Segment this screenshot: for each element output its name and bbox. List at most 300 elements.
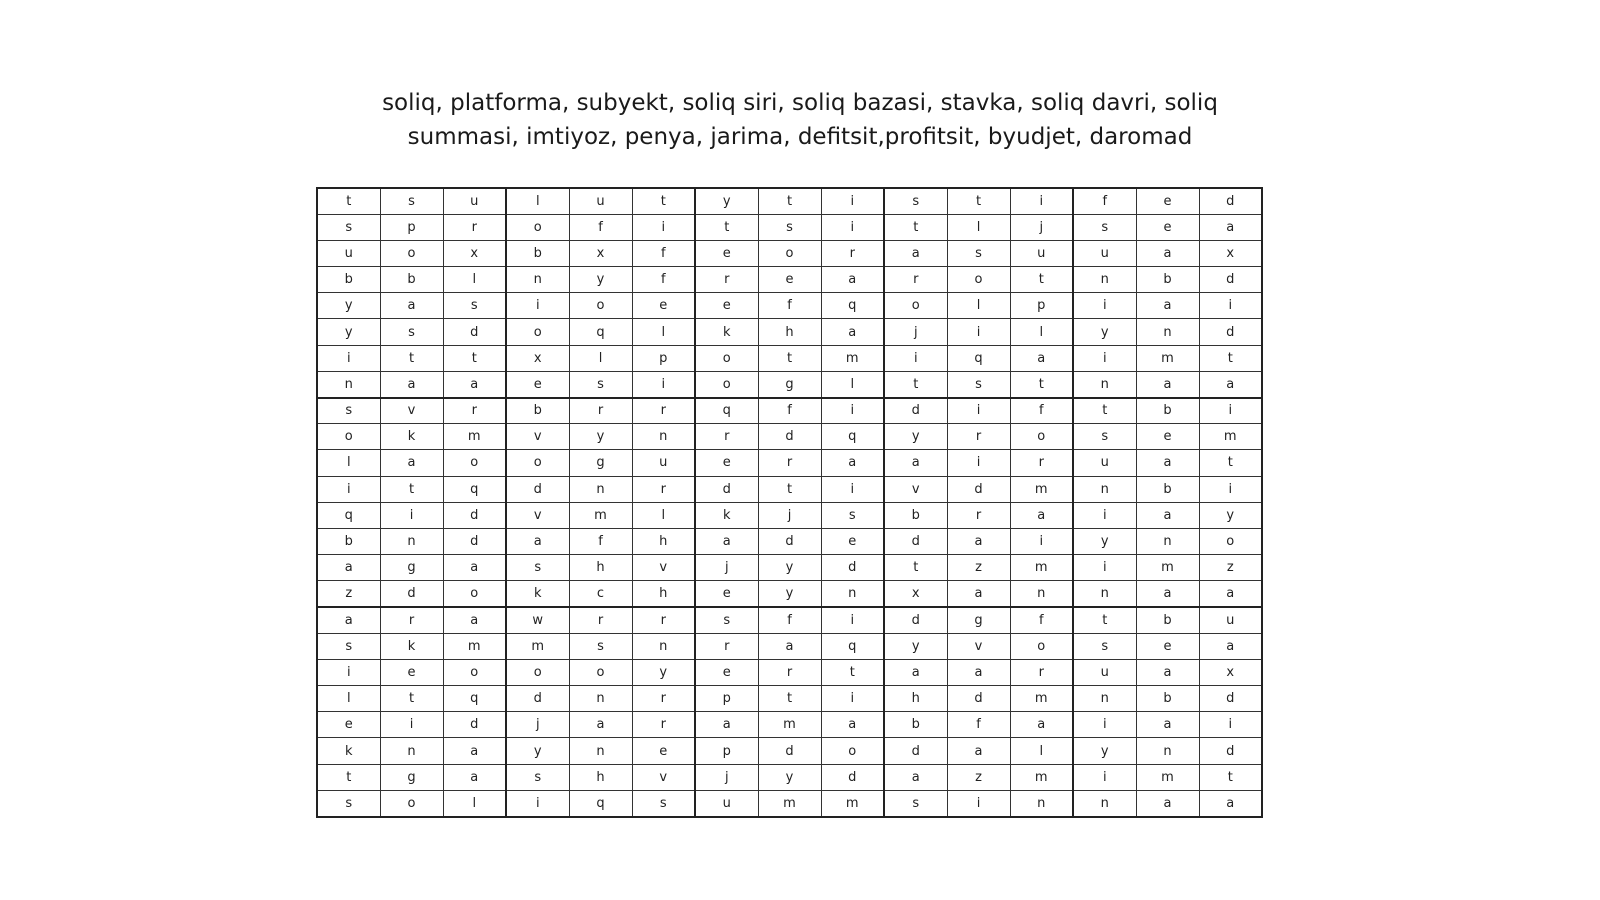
grid-cell: n [1073, 371, 1136, 397]
grid-cell: i [1010, 528, 1073, 554]
grid-cell: b [1136, 686, 1199, 712]
grid-cell: o [695, 345, 758, 371]
grid-row [317, 371, 1262, 397]
grid-cell: f [1073, 188, 1136, 214]
grid-cell: i [821, 607, 884, 633]
grid-cell: y [569, 267, 632, 293]
grid-row [317, 188, 1262, 214]
grid-cell: s [317, 398, 380, 424]
grid-cell: b [506, 398, 569, 424]
grid-cell: a [317, 607, 380, 633]
grid-cell: a [947, 581, 1010, 607]
grid-cell: x [884, 581, 947, 607]
grid-cell: l [506, 188, 569, 214]
grid-cell: i [1199, 712, 1262, 738]
grid-cell: a [380, 293, 443, 319]
grid-cell: y [758, 555, 821, 581]
grid-cell: a [947, 738, 1010, 764]
grid-cell: f [1010, 607, 1073, 633]
grid-cell: a [1199, 790, 1262, 816]
grid-row [317, 712, 1262, 738]
grid-cell: t [758, 686, 821, 712]
grid-cell: t [317, 188, 380, 214]
grid-cell: z [947, 555, 1010, 581]
grid-cell: j [695, 764, 758, 790]
grid-cell: t [317, 764, 380, 790]
grid-cell: i [1073, 764, 1136, 790]
grid-cell: n [1136, 319, 1199, 345]
grid-cell: u [1199, 607, 1262, 633]
grid-cell: d [443, 528, 506, 554]
grid-cell: s [443, 293, 506, 319]
grid-cell: e [632, 293, 695, 319]
grid-cell: i [821, 214, 884, 240]
grid-row [317, 424, 1262, 450]
grid-cell: e [1136, 188, 1199, 214]
grid-cell: a [443, 555, 506, 581]
grid-cell: q [821, 633, 884, 659]
grid-cell: n [380, 528, 443, 554]
grid-cell: s [821, 502, 884, 528]
grid-cell: a [443, 371, 506, 397]
grid-row [317, 581, 1262, 607]
grid-cell: a [1136, 371, 1199, 397]
grid-cell: o [947, 267, 1010, 293]
grid-cell: l [443, 790, 506, 816]
grid-cell: v [632, 555, 695, 581]
grid-cell: n [632, 424, 695, 450]
grid-cell: i [821, 398, 884, 424]
grid-cell: h [758, 319, 821, 345]
grid-cell: b [884, 502, 947, 528]
grid-cell: i [1199, 293, 1262, 319]
grid-cell: n [821, 581, 884, 607]
grid-cell: m [1136, 764, 1199, 790]
grid-cell: d [947, 686, 1010, 712]
grid-cell: u [1073, 450, 1136, 476]
grid-cell: b [1136, 476, 1199, 502]
grid-cell: o [506, 319, 569, 345]
grid-cell: s [884, 790, 947, 816]
grid-cell: m [758, 790, 821, 816]
grid-cell: a [569, 712, 632, 738]
grid-cell: k [695, 502, 758, 528]
grid-cell: y [1199, 502, 1262, 528]
grid-cell: o [758, 240, 821, 266]
grid-cell: d [758, 424, 821, 450]
grid-cell: q [569, 319, 632, 345]
grid-row [317, 686, 1262, 712]
grid-cell: l [1010, 319, 1073, 345]
grid-cell: r [947, 424, 1010, 450]
grid-cell: s [506, 764, 569, 790]
grid-cell: x [1199, 659, 1262, 685]
grid-cell: r [758, 450, 821, 476]
grid-cell: m [821, 345, 884, 371]
grid-row [317, 659, 1262, 685]
grid-cell: e [695, 581, 758, 607]
grid-cell: m [1136, 555, 1199, 581]
grid-cell: e [695, 659, 758, 685]
grid-row [317, 293, 1262, 319]
grid-cell: l [947, 214, 1010, 240]
grid-cell: n [317, 371, 380, 397]
grid-cell: t [1073, 398, 1136, 424]
grid-cell: i [632, 214, 695, 240]
grid-cell: t [884, 214, 947, 240]
grid-cell: j [884, 319, 947, 345]
grid-cell: j [1010, 214, 1073, 240]
grid-cell: t [947, 188, 1010, 214]
grid-cell: o [506, 214, 569, 240]
grid-cell: a [884, 659, 947, 685]
grid-cell: p [632, 345, 695, 371]
grid-cell: i [1073, 502, 1136, 528]
grid-cell: i [1073, 712, 1136, 738]
grid-cell: d [947, 476, 1010, 502]
grid-row [317, 319, 1262, 345]
grid-cell: o [506, 659, 569, 685]
grid-cell: q [947, 345, 1010, 371]
grid-cell: r [947, 502, 1010, 528]
grid-cell: g [380, 764, 443, 790]
grid-cell: a [1136, 659, 1199, 685]
grid-cell: g [569, 450, 632, 476]
grid-cell: m [1199, 424, 1262, 450]
grid-cell: m [821, 790, 884, 816]
grid-cell: o [317, 424, 380, 450]
grid-cell: l [821, 371, 884, 397]
grid-cell: x [1199, 240, 1262, 266]
grid-cell: q [443, 686, 506, 712]
grid-cell: s [317, 214, 380, 240]
grid-cell: g [758, 371, 821, 397]
grid-cell: h [632, 528, 695, 554]
grid-cell: i [1010, 188, 1073, 214]
grid-cell: i [947, 790, 1010, 816]
grid-cell: f [632, 240, 695, 266]
grid-cell: h [632, 581, 695, 607]
grid-cell: s [380, 188, 443, 214]
grid-cell: d [884, 607, 947, 633]
grid-cell: d [1199, 188, 1262, 214]
grid-cell: b [1136, 398, 1199, 424]
grid-cell: i [1199, 398, 1262, 424]
grid-cell: t [1199, 764, 1262, 790]
grid-cell: a [821, 712, 884, 738]
grid-cell: n [1073, 267, 1136, 293]
grid-cell: t [380, 686, 443, 712]
grid-cell: x [506, 345, 569, 371]
grid-cell: e [695, 293, 758, 319]
grid-cell: t [1199, 450, 1262, 476]
grid-cell: k [506, 581, 569, 607]
grid-cell: y [758, 764, 821, 790]
grid-cell: d [1199, 319, 1262, 345]
grid-cell: t [821, 659, 884, 685]
grid-cell: y [1073, 738, 1136, 764]
grid-cell: o [380, 240, 443, 266]
grid-cell: a [1199, 371, 1262, 397]
grid-cell: o [821, 738, 884, 764]
grid-row [317, 790, 1262, 816]
grid-row [317, 345, 1262, 371]
grid-cell: s [947, 371, 1010, 397]
grid-cell: m [1136, 345, 1199, 371]
grid-cell: k [380, 424, 443, 450]
grid-cell: f [1010, 398, 1073, 424]
grid-cell: r [695, 267, 758, 293]
grid-cell: s [947, 240, 1010, 266]
grid-row [317, 240, 1262, 266]
grid-cell: p [1010, 293, 1073, 319]
grid-row [317, 267, 1262, 293]
grid-cell: t [1199, 345, 1262, 371]
grid-cell: s [569, 371, 632, 397]
grid-cell: z [1199, 555, 1262, 581]
grid-cell: u [695, 790, 758, 816]
grid-cell: r [632, 607, 695, 633]
grid-cell: i [821, 686, 884, 712]
grid-cell: q [569, 790, 632, 816]
grid-cell: d [1199, 738, 1262, 764]
grid-cell: t [884, 371, 947, 397]
grid-cell: r [632, 476, 695, 502]
grid-cell: h [569, 555, 632, 581]
grid-cell: r [884, 267, 947, 293]
grid-cell: e [506, 371, 569, 397]
grid-cell: d [821, 764, 884, 790]
grid-cell: d [443, 319, 506, 345]
grid-cell: a [380, 371, 443, 397]
grid-cell: v [506, 424, 569, 450]
grid-cell: s [884, 188, 947, 214]
grid-cell: e [632, 738, 695, 764]
grid-cell: m [569, 502, 632, 528]
grid-cell: q [695, 398, 758, 424]
grid-cell: n [569, 476, 632, 502]
grid-cell: k [317, 738, 380, 764]
grid-cell: n [1136, 528, 1199, 554]
grid-cell: a [695, 712, 758, 738]
grid-row [317, 214, 1262, 240]
grid-cell: i [821, 476, 884, 502]
grid-cell: e [758, 267, 821, 293]
grid-cell: n [1073, 581, 1136, 607]
grid-cell: b [1136, 607, 1199, 633]
word-list [300, 86, 1300, 154]
grid-row [317, 738, 1262, 764]
grid-cell: c [569, 581, 632, 607]
grid-cell: u [317, 240, 380, 266]
grid-cell: i [1073, 555, 1136, 581]
grid-cell: o [443, 659, 506, 685]
grid-cell: p [695, 686, 758, 712]
grid-cell: m [506, 633, 569, 659]
grid-cell: u [1010, 240, 1073, 266]
grid-cell: q [317, 502, 380, 528]
grid-cell: h [569, 764, 632, 790]
grid-cell: s [1073, 424, 1136, 450]
grid-cell: b [884, 712, 947, 738]
grid-cell: a [443, 607, 506, 633]
grid-cell: r [695, 633, 758, 659]
grid-cell: e [380, 659, 443, 685]
grid-cell: a [1010, 712, 1073, 738]
grid-cell: o [506, 450, 569, 476]
grid-cell: v [380, 398, 443, 424]
grid-cell: x [569, 240, 632, 266]
grid-cell: a [884, 764, 947, 790]
grid-cell: r [380, 607, 443, 633]
grid-cell: a [1136, 450, 1199, 476]
grid-cell: a [1136, 581, 1199, 607]
grid-cell: o [380, 790, 443, 816]
grid-cell: l [569, 345, 632, 371]
grid-cell: t [758, 345, 821, 371]
grid-cell: y [758, 581, 821, 607]
grid-cell: a [1010, 502, 1073, 528]
grid-cell: n [1010, 581, 1073, 607]
grid-row [317, 555, 1262, 581]
grid-cell: l [632, 502, 695, 528]
grid-cell: u [632, 450, 695, 476]
grid-cell: r [1010, 659, 1073, 685]
grid-cell: e [821, 528, 884, 554]
grid-cell: m [443, 633, 506, 659]
grid-cell: s [317, 633, 380, 659]
grid-cell: n [1073, 790, 1136, 816]
grid-cell: y [884, 424, 947, 450]
grid-cell: u [569, 188, 632, 214]
grid-row [317, 502, 1262, 528]
word-list-line-2: summasi, imtiyoz, penya, jarima, defitsit,profitsit, byudjet, daromad [407, 124, 1193, 150]
grid-cell: e [1136, 214, 1199, 240]
grid-cell: n [1010, 790, 1073, 816]
grid-cell: n [1136, 738, 1199, 764]
grid-cell: q [443, 476, 506, 502]
grid-cell: r [569, 607, 632, 633]
grid-cell: m [1010, 686, 1073, 712]
grid-cell: a [1199, 633, 1262, 659]
grid-cell: a [821, 450, 884, 476]
grid-cell: f [758, 398, 821, 424]
grid-cell: o [884, 293, 947, 319]
grid-cell: i [1073, 345, 1136, 371]
grid-cell: y [506, 738, 569, 764]
grid-cell: d [506, 686, 569, 712]
grid-cell: a [1136, 790, 1199, 816]
grid-cell: s [317, 790, 380, 816]
grid-cell: e [1136, 633, 1199, 659]
grid-cell: s [1073, 633, 1136, 659]
grid-cell: a [884, 450, 947, 476]
grid-cell: d [506, 476, 569, 502]
grid-cell: d [758, 528, 821, 554]
grid-cell: y [317, 293, 380, 319]
grid-cell: d [884, 398, 947, 424]
grid-cell: p [695, 738, 758, 764]
grid-cell: a [1010, 345, 1073, 371]
grid-cell: f [758, 607, 821, 633]
grid-cell: o [1010, 424, 1073, 450]
grid-cell: t [758, 188, 821, 214]
grid-cell: y [632, 659, 695, 685]
grid-cell: b [317, 528, 380, 554]
grid-cell: h [884, 686, 947, 712]
grid-cell: d [695, 476, 758, 502]
grid-cell: d [380, 581, 443, 607]
grid-cell: t [695, 214, 758, 240]
grid-row [317, 450, 1262, 476]
grid-cell: p [380, 214, 443, 240]
grid-cell: y [317, 319, 380, 345]
grid-cell: r [632, 398, 695, 424]
grid-cell: a [821, 267, 884, 293]
grid-cell: i [632, 371, 695, 397]
grid-cell: t [1010, 267, 1073, 293]
grid-cell: r [443, 214, 506, 240]
grid-cell: a [1136, 712, 1199, 738]
grid-cell: a [443, 738, 506, 764]
grid-cell: v [506, 502, 569, 528]
grid-cell: a [1136, 240, 1199, 266]
grid-cell: s [758, 214, 821, 240]
grid-cell: r [695, 424, 758, 450]
grid-cell: y [569, 424, 632, 450]
grid-cell: o [1010, 633, 1073, 659]
grid-cell: o [695, 371, 758, 397]
grid-cell: a [821, 319, 884, 345]
grid-cell: t [758, 476, 821, 502]
grid-cell: j [758, 502, 821, 528]
grid-cell: a [380, 450, 443, 476]
grid-cell: u [1073, 659, 1136, 685]
grid-cell: q [821, 424, 884, 450]
grid-cell: g [380, 555, 443, 581]
grid-cell: i [380, 712, 443, 738]
grid-cell: l [947, 293, 1010, 319]
grid-cell: s [695, 607, 758, 633]
grid-cell: i [317, 659, 380, 685]
grid-cell: f [947, 712, 1010, 738]
grid-cell: n [569, 686, 632, 712]
grid-cell: m [758, 712, 821, 738]
grid-cell: s [569, 633, 632, 659]
grid-cell: z [317, 581, 380, 607]
grid-cell: o [1199, 528, 1262, 554]
grid-cell: i [317, 476, 380, 502]
grid-cell: i [947, 319, 1010, 345]
grid-cell: s [1073, 214, 1136, 240]
grid-cell: a [758, 633, 821, 659]
grid-cell: a [1136, 293, 1199, 319]
grid-cell: m [1010, 476, 1073, 502]
grid-cell: o [569, 659, 632, 685]
grid-cell: f [758, 293, 821, 319]
grid-cell: b [380, 267, 443, 293]
grid-cell: u [1073, 240, 1136, 266]
grid-cell: d [821, 555, 884, 581]
grid-row [317, 633, 1262, 659]
grid-cell: o [443, 450, 506, 476]
grid-cell: t [884, 555, 947, 581]
grid-cell: v [884, 476, 947, 502]
grid-cell: b [506, 240, 569, 266]
grid-cell: d [884, 528, 947, 554]
grid-cell: a [506, 528, 569, 554]
grid-cell: e [317, 712, 380, 738]
